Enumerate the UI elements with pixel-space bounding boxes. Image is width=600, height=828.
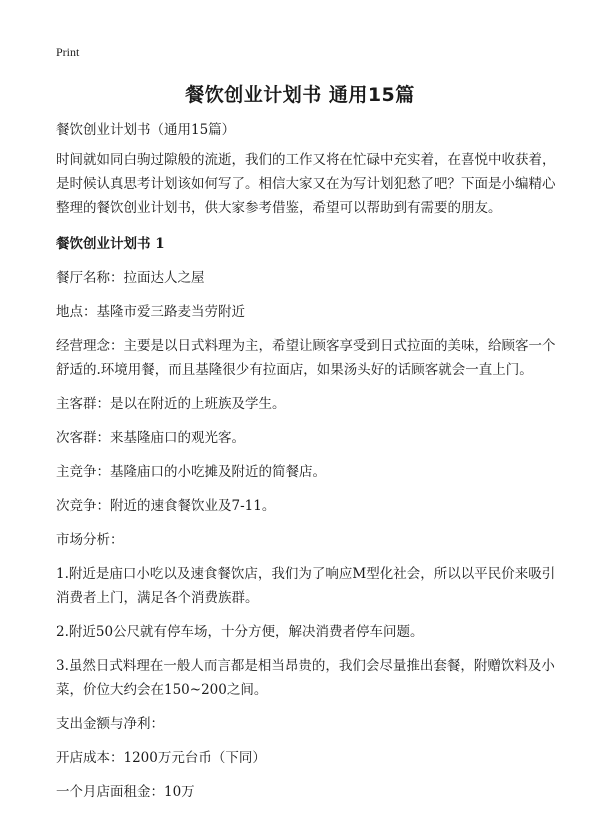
document-title: 餐饮创业计划书 通用15篇 xyxy=(185,84,415,106)
startup-cost-paragraph: 开店成本：1200万元台币（下同） xyxy=(56,750,266,766)
section-heading: 餐饮创业计划书 1 xyxy=(56,236,165,252)
expenses-heading: 支出金额与净利： xyxy=(56,716,164,732)
intro-paragraph: 时间就如同白驹过隙般的流逝，我们的工作又将在忙碌中充实着，在喜悦中收获着，是时候认真思考计划该如何写了。相信大家又在为写计划犯愁了吧？下面是小编精心整理的餐饮创业计划书，供大家参考借鉴，希望可以帮助到有需要的朋友。 xyxy=(56,152,556,216)
secondary-competition-paragraph: 次竞争：附近的速食餐饮业及7-11。 xyxy=(56,498,276,514)
monthly-rent-paragraph: 一个月店面租金：10万 xyxy=(56,784,195,800)
business-philosophy-paragraph: 经营理念：主要是以日式料理为主，希望让顾客享受到日式拉面的美味，给顾客一个舒适的.环境用餐，而且基隆很少有拉面店，如果汤头好的话顾客就会一直上门。 xyxy=(56,338,556,378)
market-analysis-item-1: 1.附近是庙口小吃以及速食餐饮店，我们为了响应M型化社会，所以以平民价来吸引消费者上门，满足各个消费族群。 xyxy=(56,566,556,606)
location-paragraph: 地点：基隆市爱三路麦当劳附近 xyxy=(56,304,245,320)
market-analysis-item-3: 3.虽然日式料理在一般人而言都是相当昂贵的，我们会尽量推出套餐，附赠饮料及小菜，价位大约会在150~200之间。 xyxy=(56,658,555,698)
primary-competition-paragraph: 主竞争：基隆庙口的小吃摊及附近的简餐店。 xyxy=(56,464,326,480)
primary-customers-paragraph: 主客群：是以在附近的上班族及学生。 xyxy=(56,396,286,412)
market-analysis-heading: 市场分析： xyxy=(56,532,124,548)
restaurant-name-paragraph: 餐厅名称：拉面达人之屋 xyxy=(56,270,205,286)
document-subtitle: 餐饮创业计划书（通用15篇） xyxy=(56,122,236,138)
document-body xyxy=(56,118,558,814)
secondary-customers-paragraph: 次客群：来基隆庙口的观光客。 xyxy=(56,430,245,446)
print-link[interactable]: Print xyxy=(56,45,80,59)
market-analysis-item-2: 2.附近50公尺就有停车场，十分方便，解决消费者停车问题。 xyxy=(56,624,424,640)
